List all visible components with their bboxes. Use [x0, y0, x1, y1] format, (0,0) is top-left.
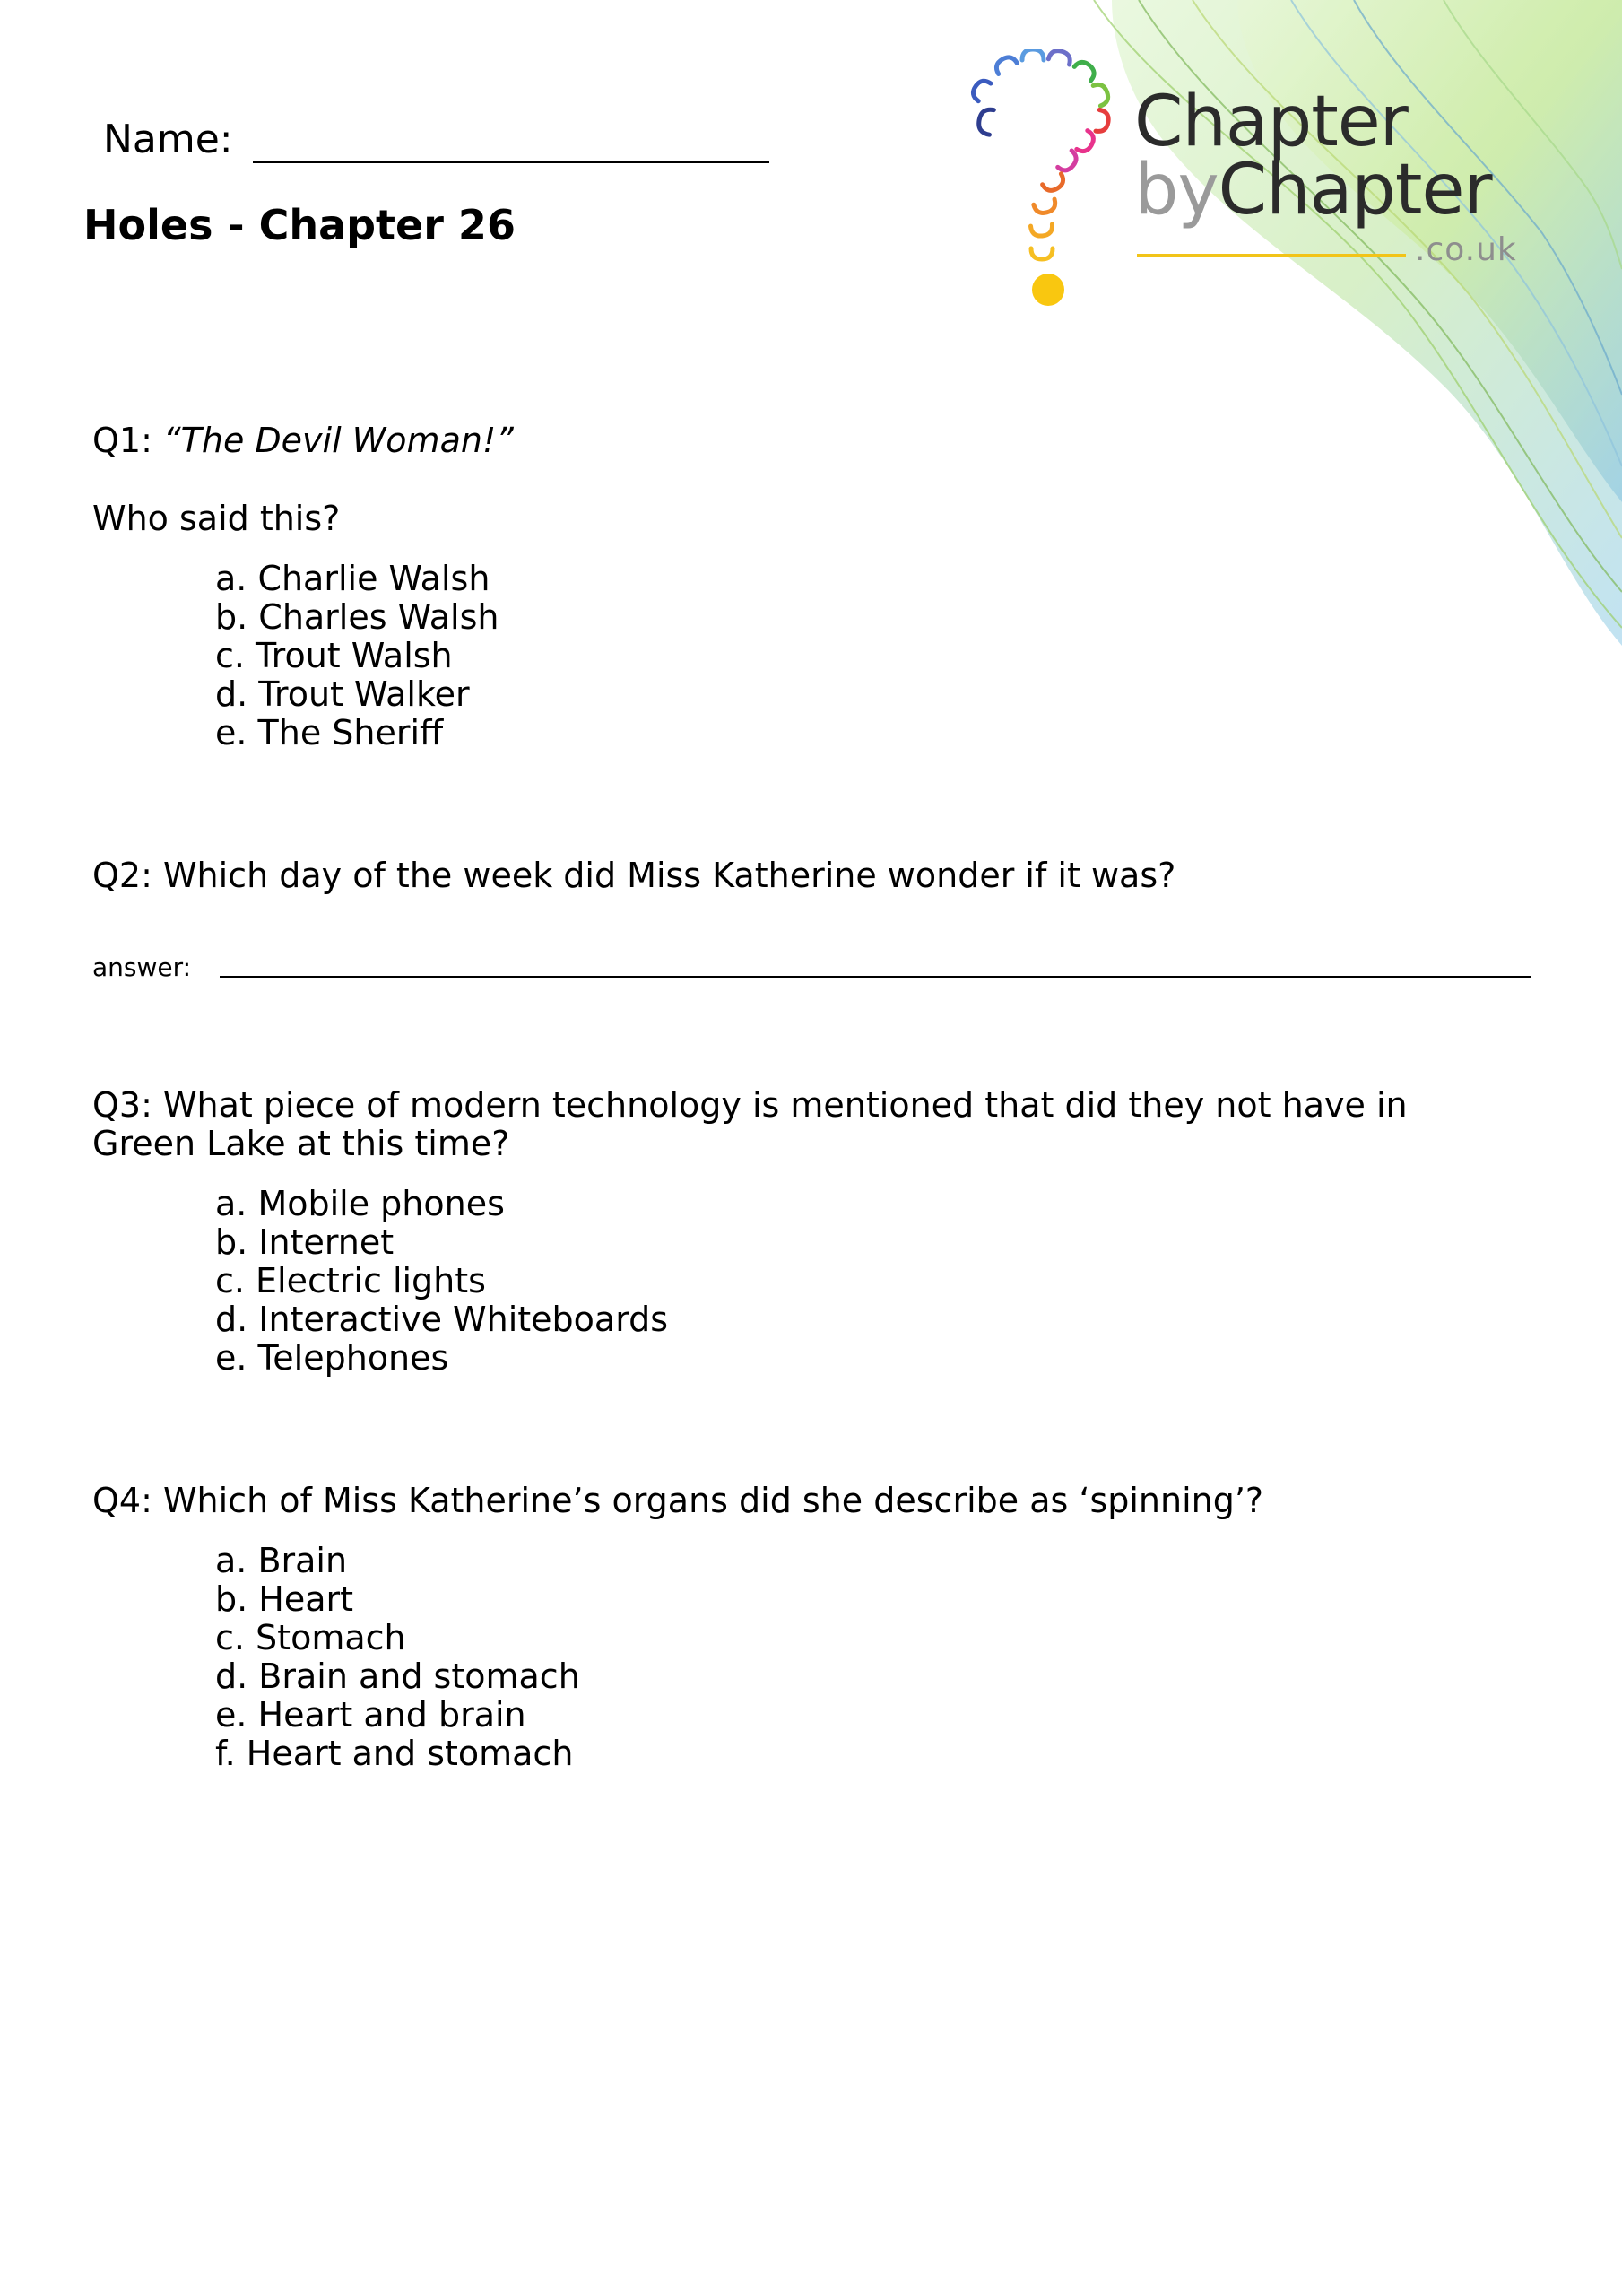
- brand-line-2: [1134, 150, 1492, 230]
- brand-line-1: Chapter: [1134, 82, 1408, 162]
- option-item[interactable]: c. Trout Walsh: [215, 636, 453, 675]
- logo-question-mark-icon: [959, 49, 1130, 318]
- option-item[interactable]: b. Internet: [215, 1222, 395, 1262]
- brand-underline: [1137, 254, 1406, 257]
- question-2: Q2: Which day of the week did Miss Katherine wonder if it was?: [92, 856, 1176, 895]
- page-title: Holes - Chapter 26: [83, 201, 516, 249]
- option-item[interactable]: d. Interactive Whiteboards: [215, 1300, 669, 1339]
- brand-chapter: Chapter: [1218, 150, 1492, 230]
- answer-label: answer:: [92, 952, 192, 982]
- option-item[interactable]: b. Heart: [215, 1579, 354, 1619]
- question-1-prefix: Q1:: [92, 421, 163, 460]
- option-item[interactable]: a. Brain: [215, 1541, 348, 1580]
- question-1-options: [215, 560, 499, 752]
- option-item[interactable]: a. Charlie Walsh: [215, 559, 490, 598]
- brand-wordmark: [1134, 82, 1492, 230]
- question-4-options: [215, 1542, 580, 1773]
- option-item[interactable]: e. The Sheriff: [215, 713, 444, 752]
- question-1-prompt: Who said this?: [92, 499, 341, 538]
- question-3-options: [215, 1185, 668, 1378]
- question-3: Q3: What piece of modern technology is mentioned that did they not have in Green Lake at this time?: [92, 1085, 1408, 1163]
- option-item[interactable]: c. Electric lights: [215, 1261, 486, 1300]
- option-item[interactable]: a. Mobile phones: [215, 1184, 505, 1223]
- brand-by: by: [1134, 150, 1219, 230]
- option-item[interactable]: c. Stomach: [215, 1618, 406, 1657]
- name-label: Name:: [103, 117, 233, 162]
- option-item[interactable]: f. Heart and stomach: [215, 1734, 574, 1773]
- answer-input-line[interactable]: [220, 976, 1531, 978]
- option-item[interactable]: d. Trout Walker: [215, 674, 470, 714]
- option-item[interactable]: b. Charles Walsh: [215, 597, 499, 637]
- question-1: [92, 422, 514, 460]
- question-4: Q4: Which of Miss Katherine’s organs did she describe as ‘spinning’?: [92, 1481, 1264, 1520]
- name-input-line[interactable]: [253, 161, 769, 163]
- option-item[interactable]: e. Heart and brain: [215, 1695, 526, 1735]
- option-item[interactable]: d. Brain and stomach: [215, 1657, 580, 1696]
- question-1-quote: “The Devil Woman!”: [162, 421, 514, 460]
- brand-tld: .co.uk: [1415, 231, 1517, 268]
- option-item[interactable]: e. Telephones: [215, 1338, 449, 1378]
